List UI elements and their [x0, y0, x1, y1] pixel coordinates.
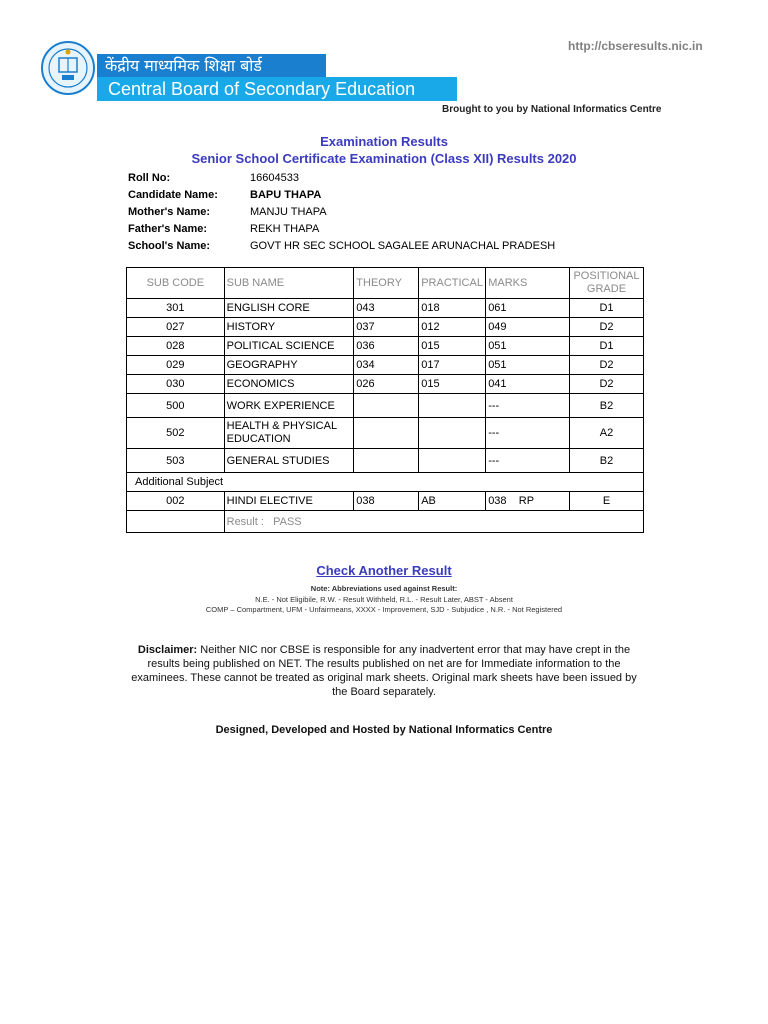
theory-cell [354, 418, 419, 449]
header-theory: THEORY [354, 268, 419, 299]
marks-cell: 049 [486, 318, 570, 337]
marks-cell: 061 [486, 299, 570, 318]
sub-name-cell: GENERAL STUDIES [224, 449, 354, 473]
practical-cell [419, 418, 486, 449]
grade-cell: E [569, 492, 643, 511]
header-marks: MARKS [486, 268, 570, 299]
result-label: Result : [226, 515, 264, 528]
english-title-banner: Central Board of Secondary Education [97, 77, 457, 101]
grade-cell: B2 [569, 394, 643, 418]
header-grade-line1: POSITIONAL [573, 270, 640, 282]
practical-cell: AB [419, 492, 486, 511]
table-row [127, 318, 644, 337]
sub-name-cell: HISTORY [224, 318, 354, 337]
table-row [127, 449, 644, 473]
result-cell [224, 511, 643, 533]
roll-no-value: 16604533 [250, 172, 299, 184]
table-row [127, 356, 644, 375]
sub-name-cell: POLITICAL SCIENCE [224, 337, 354, 356]
additional-subject-row [127, 473, 644, 492]
school-name-label: School's Name: [128, 240, 211, 252]
note-title: Note: Abbreviations used against Result: [310, 584, 458, 593]
disclaimer [128, 643, 640, 699]
sub-code-cell: 027 [127, 318, 225, 337]
header-grade-line2: GRADE [586, 283, 627, 295]
theory-cell [354, 394, 419, 418]
table-row [127, 375, 644, 394]
candidate-name-label: Candidate Name: [128, 189, 218, 201]
check-another-result-link[interactable]: Check Another Result [316, 563, 452, 578]
table-row [127, 299, 644, 318]
grade-cell: D2 [569, 318, 643, 337]
additional-subject-label: Additional Subject [127, 473, 644, 492]
header-sub-name: SUB NAME [224, 268, 354, 299]
marks-cell: 041 [486, 375, 570, 394]
result-value: PASS [273, 515, 302, 528]
marks-table [126, 267, 644, 533]
grade-cell: D1 [569, 299, 643, 318]
mother-name-label: Mother's Name: [128, 206, 211, 218]
marks-cell: 051 [486, 337, 570, 356]
sub-name-cell: WORK EXPERIENCE [224, 394, 354, 418]
grade-cell: D2 [569, 356, 643, 375]
sub-code-cell: 029 [127, 356, 225, 375]
roll-no-label: Roll No: [128, 172, 171, 184]
marks-cell: --- [486, 449, 570, 473]
marks-cell: --- [486, 418, 570, 449]
father-name-value: REKH THAPA [250, 223, 320, 235]
practical-cell: 015 [419, 375, 486, 394]
sub-code-cell: 503 [127, 449, 225, 473]
table-row [127, 492, 644, 511]
table-row [127, 418, 644, 449]
practical-cell [419, 449, 486, 473]
sub-code-cell: 502 [127, 418, 225, 449]
candidate-name-value: BAPU THAPA [250, 189, 322, 201]
cbse-emblem-icon [40, 40, 96, 96]
sub-code-cell: 028 [127, 337, 225, 356]
header-positional-grade [569, 268, 643, 299]
header-practical: PRACTICAL [419, 268, 486, 299]
grade-cell: B2 [569, 449, 643, 473]
school-name-value: GOVT HR SEC SCHOOL SAGALEE ARUNACHAL PRADESH [250, 240, 556, 252]
page-title: Examination Results [320, 134, 448, 149]
exam-subtitle: Senior School Certificate Examination (Class XII) Results 2020 [191, 151, 577, 166]
result-row [127, 511, 644, 533]
table-row [127, 394, 644, 418]
practical-cell: 018 [419, 299, 486, 318]
disclaimer-label: Disclaimer: [137, 644, 198, 656]
marks-value: 038 [488, 495, 507, 507]
disclaimer-text: Neither NIC nor CBSE is responsible for any inadvertent error that may have crept in the results being published on NET. The results published on net are for Immediate information to the examinees. These cannot be treated as original mark sheets. Original mark sheets have been issued by the Board separately. [131, 644, 637, 698]
practical-cell: 017 [419, 356, 486, 375]
hindi-title-banner: केंद्रीय माध्यमिक शिक्षा बोर्ड [97, 54, 326, 78]
site-url: http://cbseresults.nic.in [568, 39, 703, 53]
sub-code-cell: 500 [127, 394, 225, 418]
sub-name-cell: ECONOMICS [224, 375, 354, 394]
marks-cell: 051 [486, 356, 570, 375]
header-sub-code: SUB CODE [127, 268, 225, 299]
theory-cell: 037 [354, 318, 419, 337]
note-line-2: COMP – Compartment, UFM - Unfairmeans, XXXX - Improvement, SJD - Subjudice , N.R. - Not Registered [205, 605, 563, 614]
sub-name-cell: GEOGRAPHY [224, 356, 354, 375]
mother-name-value: MANJU THAPA [250, 206, 327, 218]
practical-cell: 015 [419, 337, 486, 356]
empty-cell [127, 511, 225, 533]
grade-cell: D2 [569, 375, 643, 394]
father-name-label: Father's Name: [128, 223, 208, 235]
theory-cell: 043 [354, 299, 419, 318]
theory-cell: 038 [354, 492, 419, 511]
sub-name-cell: HINDI ELECTIVE [224, 492, 354, 511]
practical-cell: 012 [419, 318, 486, 337]
theory-cell [354, 449, 419, 473]
table-header-row [127, 268, 644, 299]
sub-code-cell: 301 [127, 299, 225, 318]
sub-code-cell: 002 [127, 492, 225, 511]
marks-note: RP [518, 495, 535, 507]
note-line-1: N.E. - Not Eligibile, R.W. - Result Withheld, R.L. - Result Later, ABST - Absent [255, 595, 513, 604]
brought-by-text: Brought to you by National Informatics Centre [442, 104, 662, 115]
grade-cell: A2 [569, 418, 643, 449]
sub-code-cell: 030 [127, 375, 225, 394]
footer-text: Designed, Developed and Hosted by National Informatics Centre [215, 724, 553, 736]
marks-cell [486, 492, 570, 511]
grade-cell: D1 [569, 337, 643, 356]
theory-cell: 026 [354, 375, 419, 394]
marks-cell: --- [486, 394, 570, 418]
table-row [127, 337, 644, 356]
theory-cell: 036 [354, 337, 419, 356]
practical-cell [419, 394, 486, 418]
theory-cell: 034 [354, 356, 419, 375]
sub-name-cell: ENGLISH CORE [224, 299, 354, 318]
sub-name-cell: HEALTH & PHYSICAL EDUCATION [224, 418, 354, 449]
